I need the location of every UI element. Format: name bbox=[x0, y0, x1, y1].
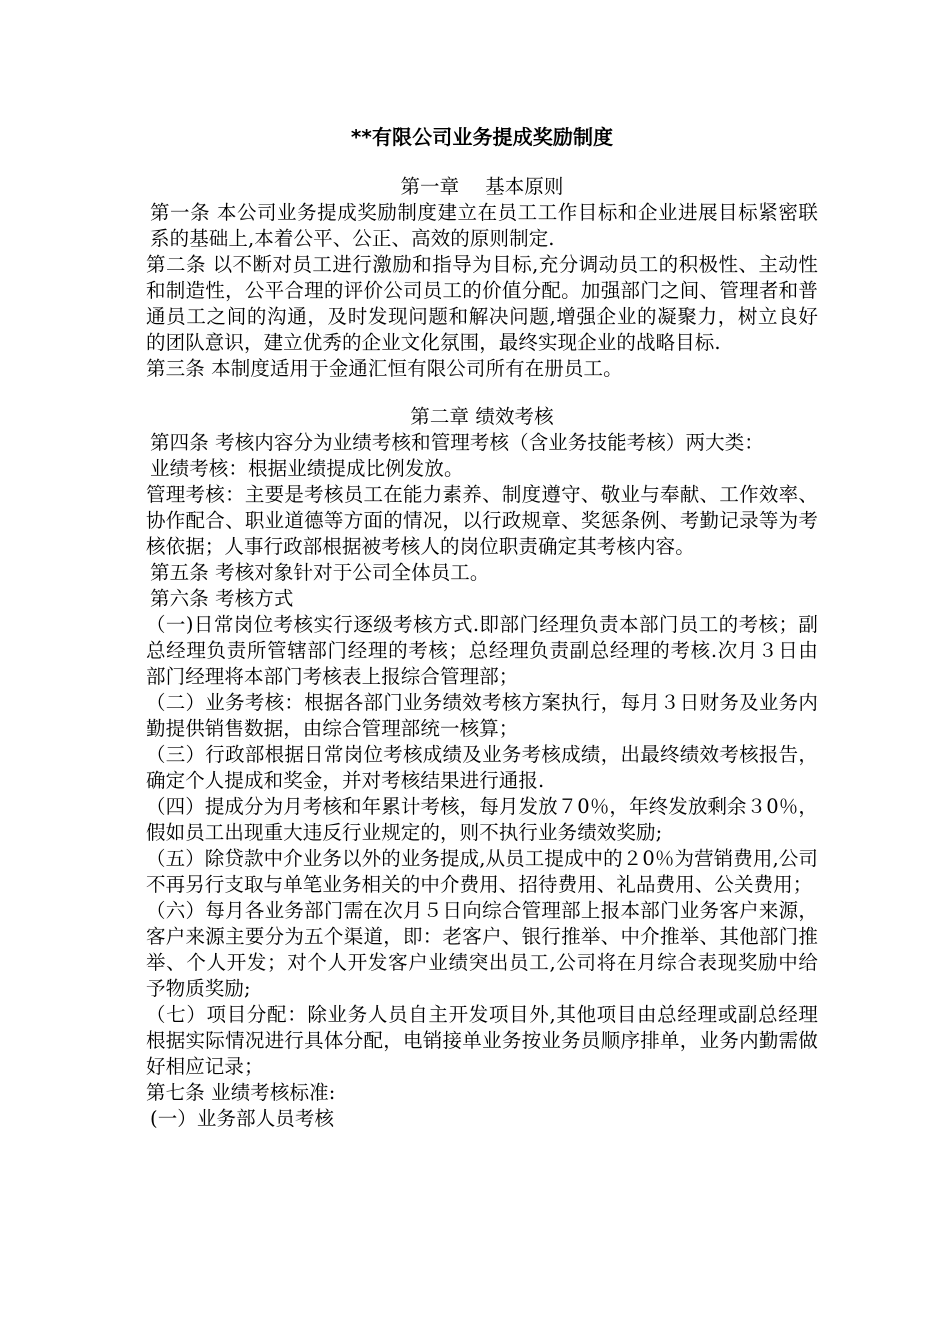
clause-5: （五）除贷款中介业务以外的业务提成,从员工提成中的２0％为营销费用,公司不再另行支取与单笔业务相关的中介费用、招待费用、礼品费用、公关费用； bbox=[146, 847, 818, 896]
performance-assessment: 业绩考核：根据业绩提成比例发放。 bbox=[150, 457, 464, 480]
article-1: 第一条 本公司业务提成奖励制度建立在员工工作目标和企业进展目标紧密联系的基础上,本着公平、公正、高效的原则制定. bbox=[150, 201, 818, 250]
article-3: 第三条 本制度适用于金通汇恒有限公司所有在册员工。 bbox=[146, 357, 623, 380]
clause-2: （二）业务考核：根据各部门业务绩效考核方案执行，每月３日财务及业务内勤提供销售数据，由综合管理部统一核算； bbox=[146, 691, 818, 740]
document-title: **有限公司业务提成奖励制度 bbox=[350, 125, 614, 149]
clause-4: （四）提成分为月考核和年累计考核，每月发放７0％，年终发放剩余３0％，假如员工出现重大违反行业规定的，则不执行业务绩效奖励; bbox=[146, 795, 818, 844]
article-5: 第五条 考核对象针对于公司全体员工。 bbox=[150, 561, 490, 584]
clause-3: （三）行政部根据日常岗位考核成绩及业务考核成绩，出最终绩效考核报告，确定个人提成和奖金，并对考核结果进行通报. bbox=[146, 743, 818, 792]
chapter-2-heading: 第二章 绩效考核 bbox=[410, 405, 554, 428]
management-assessment: 管理考核：主要是考核员工在能力素养、制度遵守、敬业与奉献、工作效率、协作配合、职业道德等方面的情况，以行政规章、奖惩条例、考勤记录等为考核依据；人事行政部根据被考核人的岗位职责确定其考核内容。 bbox=[146, 483, 818, 558]
clause-1: （一)日常岗位考核实行逐级考核方式.即部门经理负责本部门员工的考核；副总经理负责所管辖部门经理的考核；总经理负责副总经理的考核.次月３日由部门经理将本部门考核表上报综合管理部； bbox=[146, 613, 818, 688]
article-4: 第四条 考核内容分为业绩考核和管理考核（含业务技能考核）两大类： bbox=[150, 431, 764, 454]
clause-6: （六）每月各业务部门需在次月５日向综合管理部上报本部门业务客户来源，客户来源主要分为五个渠道，即：老客户、银行推举、中介推举、其他部门推举、个人开发；对个人开发客户业绩突出员工,公司将在月综合表现奖励中给予物质奖励; bbox=[146, 899, 818, 1000]
sub-clause-1: (一）业务部人员考核 bbox=[150, 1107, 335, 1130]
article-7: 第七条 业绩考核标准: bbox=[146, 1081, 336, 1104]
article-6: 第六条 考核方式 bbox=[150, 587, 294, 610]
article-2: 第二条 以不断对员工进行激励和指导为目标,充分调动员工的积极性、主动性和制造性，公平合理的评价公司员工的价值分配。加强部门之间、管理者和普通员工之间的沟通，及时发现问题和解决问题,增强企业的凝聚力，树立良好的团队意识，建立优秀的企业文化氛围，最终实现企业的战略目标. bbox=[146, 253, 818, 354]
clause-7: （七）项目分配：除业务人员自主开发项目外,其他项目由总经理或副总经理根据实际情况进行具体分配，电销接单业务按业务员顺序排单，业务内勤需做好相应记录； bbox=[146, 1003, 818, 1078]
document-page bbox=[146, 124, 818, 1132]
chapter-1-heading: 第一章 基本原则 bbox=[400, 175, 564, 198]
